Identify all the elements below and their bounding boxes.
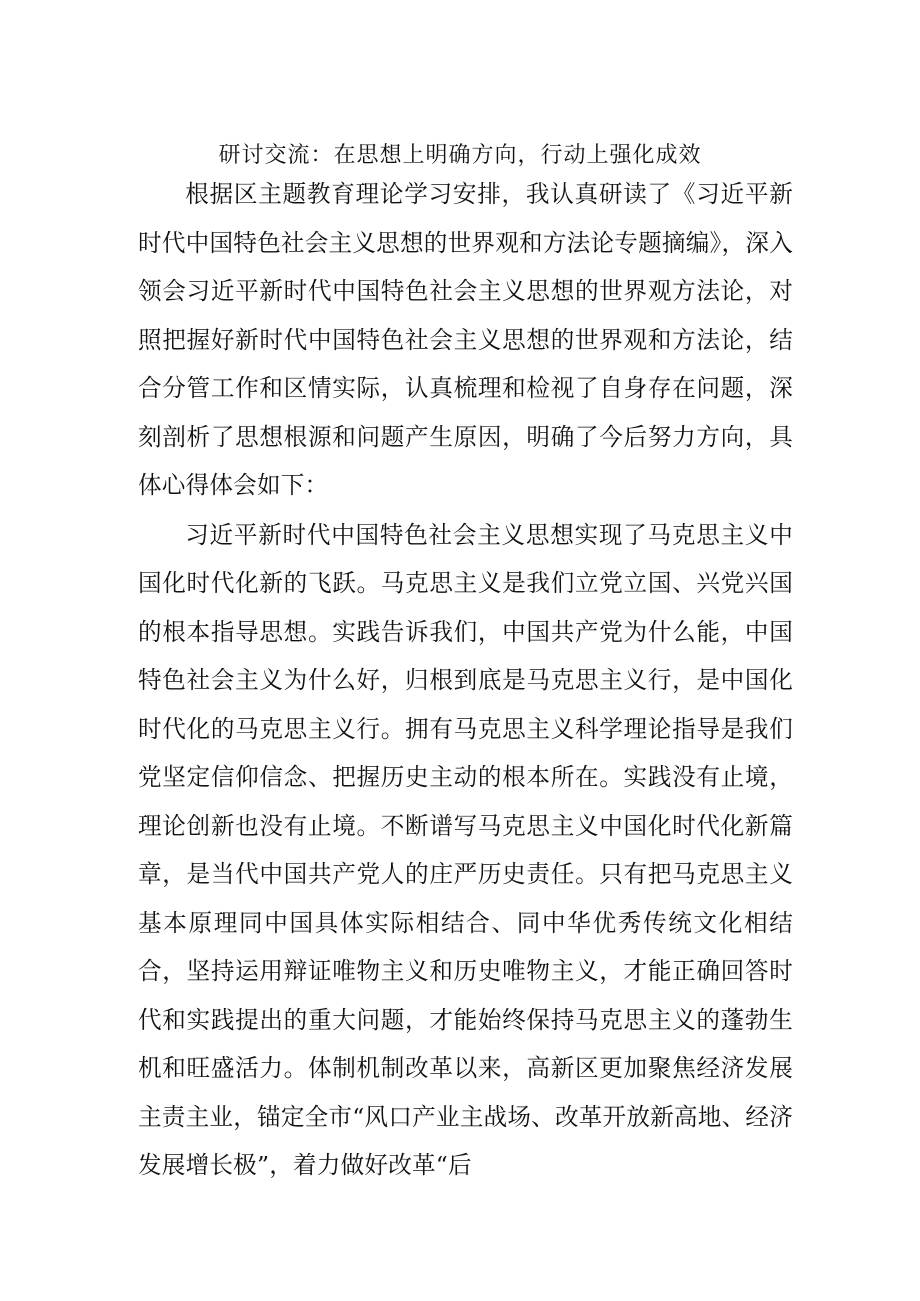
document-title: 研讨交流：在思想上明确方向，行动上强化成效 <box>218 143 702 168</box>
document-body <box>138 170 793 1190</box>
paragraph-study-overview: 根据区主题教育理论学习安排，我认真研读了《习近平新时代中国特色社会主义思想的世界观和方法论专题摘编》，深入领会习近平新时代中国特色社会主义思想的世界观方法论，对照把握好新时代中国特色社会主义思想的世界观和方法论，结合分管工作和区情实际，认真梳理和检视了自身存在问题，深刻剖析了思想根源和问题产生原因，明确了今后努力方向，具体心得体会如下： <box>138 180 793 499</box>
paragraph-marxism-sinicization: 习近平新时代中国特色社会主义思想实现了马克思主义中国化时代化新的飞跃。马克思主义是我们立党立国、兴党兴国的根本指导思想。实践告诉我们，中国共产党为什么能，中国特色社会主义为什么好，归根到底是马克思主义行，是中国化时代化的马克思主义行。拥有马克思主义科学理论指导是我们党坚定信仰信念、把握历史主动的根本所在。实践没有止境，理论创新也没有止境。不断谱写马克思主义中国化时代化新篇章，是当代中国共产党人的庄严历史责任。只有把马克思主义基本原理同中国具体实际相结合、同中华优秀传统文化相结合，坚持运用辩证唯物主义和历史唯物主义，才能正确回答时代和实践提出的重大问题，才能始终保持马克思主义的蓬勃生机和旺盛活力。体制机制改革以来，高新区更加聚焦经济发展主责主业，锚定全市“风口产业主战场、改革开放新高地、经济发展增长极”，着力做好改革“后 <box>138 520 793 1179</box>
